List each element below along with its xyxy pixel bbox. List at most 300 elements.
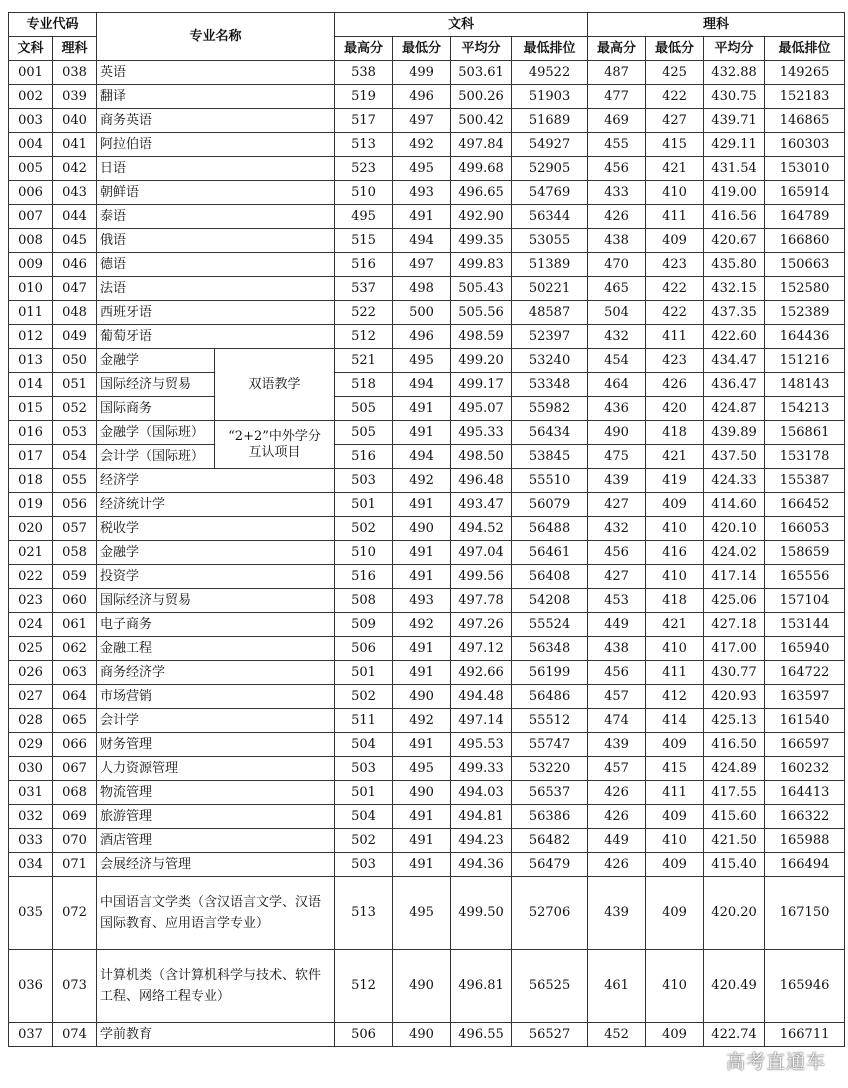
major-name-cell: 税收学 [97, 517, 335, 541]
wen-rank-cell: 50221 [512, 277, 588, 301]
wen-code-cell: 036 [9, 950, 53, 1023]
wen-min-cell: 491 [393, 661, 451, 685]
li-rank-cell: 153144 [765, 613, 845, 637]
table-row [9, 325, 845, 349]
program-note-line: 互认项目 [248, 444, 301, 460]
li-rank-cell: 152183 [765, 85, 845, 109]
li-code-cell: 072 [53, 877, 97, 950]
li-min-cell: 411 [646, 781, 704, 805]
li-rank-cell: 164722 [765, 661, 845, 685]
wen-code-cell: 020 [9, 517, 53, 541]
table-row [9, 157, 845, 181]
wen-code-cell: 015 [9, 397, 53, 421]
major-name-cell: 市场营销 [97, 685, 335, 709]
li-code-cell: 039 [53, 85, 97, 109]
wen-min-cell: 491 [393, 853, 451, 877]
li-avg-cell: 430.75 [704, 85, 765, 109]
wen-avg-cell: 497.26 [451, 613, 512, 637]
li-avg-cell: 420.93 [704, 685, 765, 709]
major-name-cell: 会计学 [97, 709, 335, 733]
wen-min-cell: 491 [393, 397, 451, 421]
wen-rank-cell: 56408 [512, 565, 588, 589]
wen-code-cell: 026 [9, 661, 53, 685]
li-code-cell: 045 [53, 229, 97, 253]
li-code-cell: 046 [53, 253, 97, 277]
wen-avg-cell: 497.14 [451, 709, 512, 733]
li-max-cell: 427 [588, 565, 646, 589]
wen-rank-cell: 56527 [512, 1023, 588, 1047]
li-avg-cell: 437.35 [704, 301, 765, 325]
li-avg-cell: 436.47 [704, 373, 765, 397]
wen-max-cell: 505 [335, 421, 393, 445]
wen-max-cell: 509 [335, 613, 393, 637]
li-code-cell: 049 [53, 325, 97, 349]
li-max-cell: 475 [588, 445, 646, 469]
li-rank-cell: 164789 [765, 205, 845, 229]
wen-min-cell: 499 [393, 61, 451, 85]
header-li-avg: 平均分 [704, 37, 765, 61]
table-row [9, 637, 845, 661]
wen-max-cell: 502 [335, 685, 393, 709]
wen-max-cell: 505 [335, 397, 393, 421]
wen-avg-cell: 496.55 [451, 1023, 512, 1047]
table-row [9, 541, 845, 565]
li-code-cell: 040 [53, 109, 97, 133]
wen-avg-cell: 505.56 [451, 301, 512, 325]
wen-min-cell: 491 [393, 541, 451, 565]
li-max-cell: 461 [588, 950, 646, 1023]
major-name-cell: 学前教育 [97, 1023, 335, 1047]
wen-avg-cell: 494.23 [451, 829, 512, 853]
li-code-cell: 073 [53, 950, 97, 1023]
wen-code-cell: 003 [9, 109, 53, 133]
wen-avg-cell: 492.66 [451, 661, 512, 685]
wen-avg-cell: 492.90 [451, 205, 512, 229]
li-min-cell: 423 [646, 253, 704, 277]
table-row [9, 181, 845, 205]
major-name-cell: 金融学（国际班） [97, 421, 215, 445]
wen-max-cell: 502 [335, 517, 393, 541]
li-max-cell: 438 [588, 637, 646, 661]
major-name-cell: 俄语 [97, 229, 335, 253]
wen-avg-cell: 495.33 [451, 421, 512, 445]
wen-max-cell: 516 [335, 565, 393, 589]
wen-code-cell: 019 [9, 493, 53, 517]
li-avg-cell: 420.20 [704, 877, 765, 950]
major-name-cell: 阿拉伯语 [97, 133, 335, 157]
wen-avg-cell: 494.36 [451, 853, 512, 877]
table-row [9, 685, 845, 709]
li-max-cell: 432 [588, 517, 646, 541]
li-rank-cell: 166494 [765, 853, 845, 877]
major-name-cell: 日语 [97, 157, 335, 181]
wen-avg-cell: 499.68 [451, 157, 512, 181]
wen-min-cell: 498 [393, 277, 451, 301]
wen-min-cell: 491 [393, 421, 451, 445]
wen-min-cell: 494 [393, 445, 451, 469]
table-row [9, 805, 845, 829]
li-max-cell: 454 [588, 349, 646, 373]
li-avg-cell: 415.40 [704, 853, 765, 877]
table-row [9, 950, 845, 1023]
major-name-cell: 金融学 [97, 349, 215, 373]
li-min-cell: 409 [646, 229, 704, 253]
li-min-cell: 409 [646, 877, 704, 950]
li-min-cell: 422 [646, 277, 704, 301]
table-row [9, 757, 845, 781]
table-row [9, 469, 845, 493]
li-min-cell: 418 [646, 421, 704, 445]
li-code-cell: 060 [53, 589, 97, 613]
wen-avg-cell: 499.50 [451, 877, 512, 950]
li-min-cell: 421 [646, 613, 704, 637]
wen-max-cell: 513 [335, 877, 393, 950]
wen-rank-cell: 55982 [512, 397, 588, 421]
li-max-cell: 469 [588, 109, 646, 133]
li-code-cell: 066 [53, 733, 97, 757]
li-code-cell: 064 [53, 685, 97, 709]
wen-avg-cell: 497.78 [451, 589, 512, 613]
wen-code-cell: 012 [9, 325, 53, 349]
wen-avg-cell: 496.65 [451, 181, 512, 205]
major-name-cell: 翻译 [97, 85, 335, 109]
wen-code-cell: 011 [9, 301, 53, 325]
li-code-cell: 059 [53, 565, 97, 589]
li-code-cell: 070 [53, 829, 97, 853]
li-code-cell: 058 [53, 541, 97, 565]
wen-avg-cell: 494.03 [451, 781, 512, 805]
li-max-cell: 456 [588, 157, 646, 181]
wen-rank-cell: 54927 [512, 133, 588, 157]
li-min-cell: 419 [646, 469, 704, 493]
wen-min-cell: 493 [393, 181, 451, 205]
li-max-cell: 449 [588, 829, 646, 853]
wen-rank-cell: 55510 [512, 469, 588, 493]
li-max-cell: 439 [588, 877, 646, 950]
li-rank-cell: 166322 [765, 805, 845, 829]
wen-avg-cell: 495.53 [451, 733, 512, 757]
li-avg-cell: 431.54 [704, 157, 765, 181]
major-name-cell: 泰语 [97, 205, 335, 229]
header-code-group: 专业代码 [9, 13, 97, 37]
wen-max-cell: 501 [335, 661, 393, 685]
wen-rank-cell: 56486 [512, 685, 588, 709]
wen-avg-cell: 498.50 [451, 445, 512, 469]
li-min-cell: 427 [646, 109, 704, 133]
li-avg-cell: 420.49 [704, 950, 765, 1023]
wen-avg-cell: 498.59 [451, 325, 512, 349]
major-name-cell: 金融学 [97, 541, 335, 565]
li-avg-cell: 432.88 [704, 61, 765, 85]
table-row [9, 229, 845, 253]
li-avg-cell: 417.00 [704, 637, 765, 661]
li-avg-cell: 424.02 [704, 541, 765, 565]
li-code-cell: 068 [53, 781, 97, 805]
wen-code-cell: 002 [9, 85, 53, 109]
li-max-cell: 456 [588, 661, 646, 685]
wen-avg-cell: 499.83 [451, 253, 512, 277]
major-name-cell: 人力资源管理 [97, 757, 335, 781]
li-rank-cell: 160232 [765, 757, 845, 781]
table-row [9, 709, 845, 733]
li-min-cell: 414 [646, 709, 704, 733]
li-rank-cell: 166860 [765, 229, 845, 253]
li-code-cell: 055 [53, 469, 97, 493]
major-name-cell: 经济统计学 [97, 493, 335, 517]
wen-code-cell: 024 [9, 613, 53, 637]
wen-rank-cell: 49522 [512, 61, 588, 85]
wen-min-cell: 493 [393, 589, 451, 613]
wen-avg-cell: 495.07 [451, 397, 512, 421]
wen-rank-cell: 55747 [512, 733, 588, 757]
wen-avg-cell: 497.12 [451, 637, 512, 661]
table-row [9, 301, 845, 325]
major-name-cell: 西班牙语 [97, 301, 335, 325]
wen-max-cell: 512 [335, 950, 393, 1023]
li-rank-cell: 153178 [765, 445, 845, 469]
wen-code-cell: 008 [9, 229, 53, 253]
major-name-cell: 经济学 [97, 469, 335, 493]
major-name-cell: 商务英语 [97, 109, 335, 133]
li-min-cell: 421 [646, 157, 704, 181]
table-row [9, 349, 845, 373]
li-min-cell: 422 [646, 85, 704, 109]
wen-code-cell: 016 [9, 421, 53, 445]
wen-code-cell: 037 [9, 1023, 53, 1047]
li-avg-cell: 422.74 [704, 1023, 765, 1047]
wen-min-cell: 491 [393, 205, 451, 229]
li-min-cell: 411 [646, 205, 704, 229]
major-name-cell: 会展经济与管理 [97, 853, 335, 877]
li-avg-cell: 421.50 [704, 829, 765, 853]
table-row [9, 421, 845, 445]
li-max-cell: 455 [588, 133, 646, 157]
li-code-cell: 051 [53, 373, 97, 397]
wen-code-cell: 013 [9, 349, 53, 373]
li-rank-cell: 166711 [765, 1023, 845, 1047]
wen-min-cell: 495 [393, 157, 451, 181]
li-rank-cell: 165556 [765, 565, 845, 589]
li-rank-cell: 158659 [765, 541, 845, 565]
table-row [9, 589, 845, 613]
li-code-cell: 065 [53, 709, 97, 733]
li-rank-cell: 166053 [765, 517, 845, 541]
li-max-cell: 477 [588, 85, 646, 109]
li-max-cell: 457 [588, 685, 646, 709]
wen-min-cell: 490 [393, 1023, 451, 1047]
li-rank-cell: 165914 [765, 181, 845, 205]
li-code-cell: 041 [53, 133, 97, 157]
wen-code-cell: 007 [9, 205, 53, 229]
li-rank-cell: 166452 [765, 493, 845, 517]
li-rank-cell: 156861 [765, 421, 845, 445]
li-min-cell: 416 [646, 541, 704, 565]
li-min-cell: 423 [646, 349, 704, 373]
wen-max-cell: 516 [335, 445, 393, 469]
wen-max-cell: 537 [335, 277, 393, 301]
li-rank-cell: 146865 [765, 109, 845, 133]
li-code-cell: 074 [53, 1023, 97, 1047]
wen-min-cell: 497 [393, 109, 451, 133]
li-max-cell: 452 [588, 1023, 646, 1047]
table-row [9, 277, 845, 301]
wen-rank-cell: 55524 [512, 613, 588, 637]
table-row [9, 781, 845, 805]
wen-min-cell: 490 [393, 781, 451, 805]
li-max-cell: 487 [588, 61, 646, 85]
wen-code-cell: 017 [9, 445, 53, 469]
wen-avg-cell: 494.52 [451, 517, 512, 541]
li-rank-cell: 165988 [765, 829, 845, 853]
bilingual-note-cell: 双语教学 [215, 349, 335, 421]
wen-rank-cell: 53240 [512, 349, 588, 373]
table-row [9, 493, 845, 517]
li-avg-cell: 429.11 [704, 133, 765, 157]
wen-code-cell: 022 [9, 565, 53, 589]
li-min-cell: 421 [646, 445, 704, 469]
wen-rank-cell: 56479 [512, 853, 588, 877]
li-code-cell: 038 [53, 61, 97, 85]
major-name-cell: 会计学（国际班） [97, 445, 215, 469]
wen-min-cell: 491 [393, 637, 451, 661]
major-name-cell: 投资学 [97, 565, 335, 589]
li-avg-cell: 430.77 [704, 661, 765, 685]
li-max-cell: 426 [588, 853, 646, 877]
wen-code-cell: 018 [9, 469, 53, 493]
wen-code-cell: 033 [9, 829, 53, 853]
header-code-li: 理科 [53, 37, 97, 61]
major-name-cell: 中国语言文学类（含汉语言文学、汉语国际教育、应用语言学专业） [97, 877, 335, 950]
major-name-cell: 旅游管理 [97, 805, 335, 829]
wen-rank-cell: 56079 [512, 493, 588, 517]
li-rank-cell: 163597 [765, 685, 845, 709]
wen-max-cell: 519 [335, 85, 393, 109]
li-max-cell: 432 [588, 325, 646, 349]
wen-min-cell: 494 [393, 229, 451, 253]
li-code-cell: 057 [53, 517, 97, 541]
wen-max-cell: 508 [335, 589, 393, 613]
li-rank-cell: 149265 [765, 61, 845, 85]
li-rank-cell: 155387 [765, 469, 845, 493]
li-rank-cell: 152389 [765, 301, 845, 325]
wen-rank-cell: 56434 [512, 421, 588, 445]
li-code-cell: 053 [53, 421, 97, 445]
li-rank-cell: 153010 [765, 157, 845, 181]
li-code-cell: 063 [53, 661, 97, 685]
major-name-cell: 国际商务 [97, 397, 215, 421]
wen-max-cell: 515 [335, 229, 393, 253]
wen-rank-cell: 56461 [512, 541, 588, 565]
wen-code-cell: 023 [9, 589, 53, 613]
major-name-cell: 德语 [97, 253, 335, 277]
header-major-name: 专业名称 [97, 13, 335, 61]
wen-min-cell: 495 [393, 877, 451, 950]
wen-rank-cell: 53348 [512, 373, 588, 397]
wen-avg-cell: 499.17 [451, 373, 512, 397]
wen-rank-cell: 53055 [512, 229, 588, 253]
table-row [9, 85, 845, 109]
table-row [9, 613, 845, 637]
header-li-min: 最低分 [646, 37, 704, 61]
table-row [9, 373, 845, 397]
li-min-cell: 409 [646, 493, 704, 517]
major-name-cell: 酒店管理 [97, 829, 335, 853]
major-name-cell: 国际经济与贸易 [97, 373, 215, 397]
li-min-cell: 418 [646, 589, 704, 613]
wen-max-cell: 502 [335, 829, 393, 853]
wen-min-cell: 496 [393, 325, 451, 349]
wen-code-cell: 010 [9, 277, 53, 301]
table-row [9, 877, 845, 950]
li-rank-cell: 152580 [765, 277, 845, 301]
wen-avg-cell: 493.47 [451, 493, 512, 517]
wen-avg-cell: 496.81 [451, 950, 512, 1023]
header-li-max: 最高分 [588, 37, 646, 61]
li-avg-cell: 414.60 [704, 493, 765, 517]
li-avg-cell: 424.87 [704, 397, 765, 421]
li-max-cell: 427 [588, 493, 646, 517]
li-max-cell: 465 [588, 277, 646, 301]
table-row [9, 1023, 845, 1047]
wen-code-cell: 001 [9, 61, 53, 85]
wen-rank-cell: 56482 [512, 829, 588, 853]
li-min-cell: 411 [646, 661, 704, 685]
li-avg-cell: 417.55 [704, 781, 765, 805]
li-avg-cell: 416.50 [704, 733, 765, 757]
li-rank-cell: 161540 [765, 709, 845, 733]
wen-code-cell: 034 [9, 853, 53, 877]
table-row [9, 661, 845, 685]
wen-rank-cell: 51903 [512, 85, 588, 109]
wen-max-cell: 503 [335, 757, 393, 781]
li-rank-cell: 167150 [765, 877, 845, 950]
li-avg-cell: 439.71 [704, 109, 765, 133]
wen-rank-cell: 54769 [512, 181, 588, 205]
li-min-cell: 420 [646, 397, 704, 421]
li-code-cell: 050 [53, 349, 97, 373]
wen-min-cell: 492 [393, 469, 451, 493]
li-avg-cell: 415.60 [704, 805, 765, 829]
wen-max-cell: 511 [335, 709, 393, 733]
wen-rank-cell: 52905 [512, 157, 588, 181]
major-name-cell: 电子商务 [97, 613, 335, 637]
li-code-cell: 054 [53, 445, 97, 469]
wen-rank-cell: 56537 [512, 781, 588, 805]
li-max-cell: 426 [588, 205, 646, 229]
li-rank-cell: 165946 [765, 950, 845, 1023]
table-row [9, 853, 845, 877]
li-avg-cell: 420.10 [704, 517, 765, 541]
li-min-cell: 412 [646, 685, 704, 709]
wen-max-cell: 501 [335, 781, 393, 805]
wen-rank-cell: 55512 [512, 709, 588, 733]
major-name-cell: 国际经济与贸易 [97, 589, 335, 613]
wen-rank-cell: 54208 [512, 589, 588, 613]
admission-scores-table [8, 12, 845, 1047]
wen-rank-cell: 51689 [512, 109, 588, 133]
li-avg-cell: 427.18 [704, 613, 765, 637]
li-min-cell: 415 [646, 133, 704, 157]
wen-min-cell: 495 [393, 349, 451, 373]
li-min-cell: 410 [646, 181, 704, 205]
li-max-cell: 449 [588, 613, 646, 637]
wen-min-cell: 492 [393, 709, 451, 733]
li-min-cell: 409 [646, 1023, 704, 1047]
wen-rank-cell: 52397 [512, 325, 588, 349]
wen-avg-cell: 496.48 [451, 469, 512, 493]
wen-max-cell: 538 [335, 61, 393, 85]
table-row [9, 205, 845, 229]
